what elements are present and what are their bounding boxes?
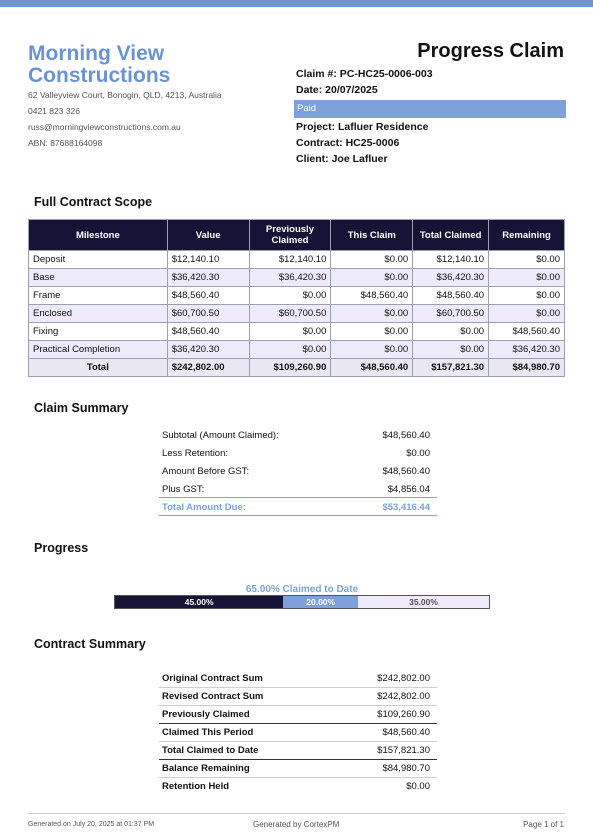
progress-segment-remaining: 35.00% <box>358 596 489 608</box>
value-cell: $48,560.40 <box>167 323 249 341</box>
previously-claimed-value: $109,260.90 <box>377 709 430 720</box>
contract-summary-row <box>159 670 437 688</box>
remaining-cell: $48,560.40 <box>489 323 565 341</box>
milestone-cell: Practical Completion <box>29 341 168 359</box>
retention-held-label: Retention Held <box>162 781 230 792</box>
total-due-label: Total Amount Due: <box>162 502 246 513</box>
remaining-cell: $0.00 <box>489 251 565 269</box>
before-gst-label: Amount Before GST: <box>162 466 250 477</box>
value-cell: $60,700.50 <box>167 305 249 323</box>
milestone-cell: Enclosed <box>29 305 168 323</box>
claim-date: Date: 20/07/2025 <box>296 84 378 96</box>
column-header: Previously Claimed <box>249 220 331 251</box>
contract-summary-row <box>159 742 437 760</box>
contract-summary-row <box>159 760 437 778</box>
footer-generated-on: Generated on July 20, 2025 at 01:37 PM <box>28 821 155 828</box>
company-abn: ABN: 87688164098 <box>28 138 103 148</box>
previously-claimed-cell: $0.00 <box>249 287 331 305</box>
status-badge: Paid <box>294 100 566 118</box>
company-phone: 0421 823 326 <box>28 106 80 116</box>
company-email: russ@morningviewconstructions.com.au <box>28 122 181 132</box>
total-claimed-cell: $36,420.30 <box>413 269 489 287</box>
total-claimed-label: Total Claimed to Date <box>162 745 259 756</box>
contract-summary-row <box>159 706 437 724</box>
table-row <box>29 305 565 323</box>
section-title-contract-summary: Contract Summary <box>34 637 146 651</box>
client-name: Client: Joe Lafluer <box>296 153 388 165</box>
remaining-cell: $0.00 <box>489 269 565 287</box>
original-sum-value: $242,802.00 <box>377 673 430 684</box>
progress-caption: 65.00% Claimed to Date <box>245 584 359 595</box>
footer-page-number: Page 1 of 1 <box>523 820 564 829</box>
column-header: This Claim <box>331 220 413 251</box>
total-claimed-cell: $12,140.10 <box>413 251 489 269</box>
column-header: Remaining <box>489 220 565 251</box>
revised-sum-value: $242,802.00 <box>377 691 430 702</box>
remaining-cell: $0.00 <box>489 287 565 305</box>
company-name: Morning View Constructions <box>28 42 171 87</box>
table-row <box>29 287 565 305</box>
column-header: Total Claimed <box>413 220 489 251</box>
project-name: Project: Lafluer Residence <box>296 121 429 133</box>
claimed-this-period-label: Claimed This Period <box>162 727 254 738</box>
gst-value: $4,856.04 <box>387 484 430 495</box>
summary-divider <box>159 497 437 498</box>
footer-generator: Generated by CortexPM <box>253 820 340 829</box>
retention-held-value: $0.00 <box>406 781 430 792</box>
section-title-claim-summary: Claim Summary <box>34 401 129 415</box>
value-cell: $12,140.10 <box>167 251 249 269</box>
previously-claimed-cell: $0.00 <box>249 323 331 341</box>
contract-summary-row <box>159 688 437 706</box>
top-accent-bar <box>0 0 593 7</box>
claim-number: Claim #: PC-HC25-0006-003 <box>296 68 433 80</box>
progress-bar <box>114 595 490 609</box>
summary-divider <box>159 515 437 516</box>
column-header: Milestone <box>29 220 168 251</box>
contract-summary-row <box>159 778 437 796</box>
this-claim-cell: $0.00 <box>331 269 413 287</box>
table-header-row <box>29 220 565 251</box>
total-previously-claimed-cell: $109,260.90 <box>249 359 331 377</box>
original-sum-label: Original Contract Sum <box>162 673 263 684</box>
total-value-cell: $242,802.00 <box>167 359 249 377</box>
previously-claimed-cell: $60,700.50 <box>249 305 331 323</box>
table-row <box>29 269 565 287</box>
milestone-cell: Fixing <box>29 323 168 341</box>
footer-divider <box>28 813 565 814</box>
balance-remaining-value: $84,980.70 <box>382 763 430 774</box>
previously-claimed-cell: $12,140.10 <box>249 251 331 269</box>
balance-remaining-label: Balance Remaining <box>162 763 250 774</box>
document-title: Progress Claim <box>417 40 564 62</box>
company-address: 62 Valleyview Court, Bonogin, QLD, 4213, Australia <box>28 90 222 100</box>
section-title-scope: Full Contract Scope <box>34 195 153 209</box>
progress-segment-this-claim: 20.00% <box>283 596 358 608</box>
total-claimed-cell: $48,560.40 <box>413 287 489 305</box>
total-claimed-value: $157,821.30 <box>377 745 430 756</box>
remaining-cell: $36,420.30 <box>489 341 565 359</box>
total-claimed-cell: $0.00 <box>413 323 489 341</box>
value-cell: $36,420.30 <box>167 341 249 359</box>
subtotal-value: $48,560.40 <box>382 430 430 441</box>
before-gst-value: $48,560.40 <box>382 466 430 477</box>
total-due-value: $53,416.44 <box>382 502 430 513</box>
milestone-cell: Frame <box>29 287 168 305</box>
total-remaining-cell: $84,980.70 <box>489 359 565 377</box>
value-cell: $48,560.40 <box>167 287 249 305</box>
this-claim-cell: $48,560.40 <box>331 287 413 305</box>
milestone-cell: Deposit <box>29 251 168 269</box>
milestone-cell: Base <box>29 269 168 287</box>
this-claim-cell: $0.00 <box>331 323 413 341</box>
table-total-row <box>29 359 565 377</box>
retention-value: $0.00 <box>406 448 430 459</box>
claimed-this-period-value: $48,560.40 <box>382 727 430 738</box>
section-title-progress: Progress <box>34 541 89 555</box>
subtotal-label: Subtotal (Amount Claimed): <box>162 430 279 441</box>
this-claim-cell: $0.00 <box>331 251 413 269</box>
value-cell: $36,420.30 <box>167 269 249 287</box>
previously-claimed-cell: $36,420.30 <box>249 269 331 287</box>
contract-summary-row <box>159 724 437 742</box>
this-claim-cell: $0.00 <box>331 341 413 359</box>
total-claimed-cell: $157,821.30 <box>413 359 489 377</box>
gst-label: Plus GST: <box>162 484 205 495</box>
this-claim-cell: $0.00 <box>331 305 413 323</box>
contract-scope-table <box>28 219 565 377</box>
total-claimed-cell: $60,700.50 <box>413 305 489 323</box>
remaining-cell: $0.00 <box>489 305 565 323</box>
table-row <box>29 323 565 341</box>
contract-number: Contract: HC25-0006 <box>296 137 400 149</box>
table-row <box>29 251 565 269</box>
previously-claimed-cell: $0.00 <box>249 341 331 359</box>
table-row <box>29 341 565 359</box>
total-claimed-cell: $0.00 <box>413 341 489 359</box>
column-header: Value <box>167 220 249 251</box>
total-this-claim-cell: $48,560.40 <box>331 359 413 377</box>
progress-segment-previously-claimed: 45.00% <box>115 596 283 608</box>
revised-sum-label: Revised Contract Sum <box>162 691 264 702</box>
previously-claimed-label: Previously Claimed <box>162 709 250 720</box>
retention-label: Less Retention: <box>162 448 229 459</box>
total-label-cell: Total <box>29 359 168 377</box>
